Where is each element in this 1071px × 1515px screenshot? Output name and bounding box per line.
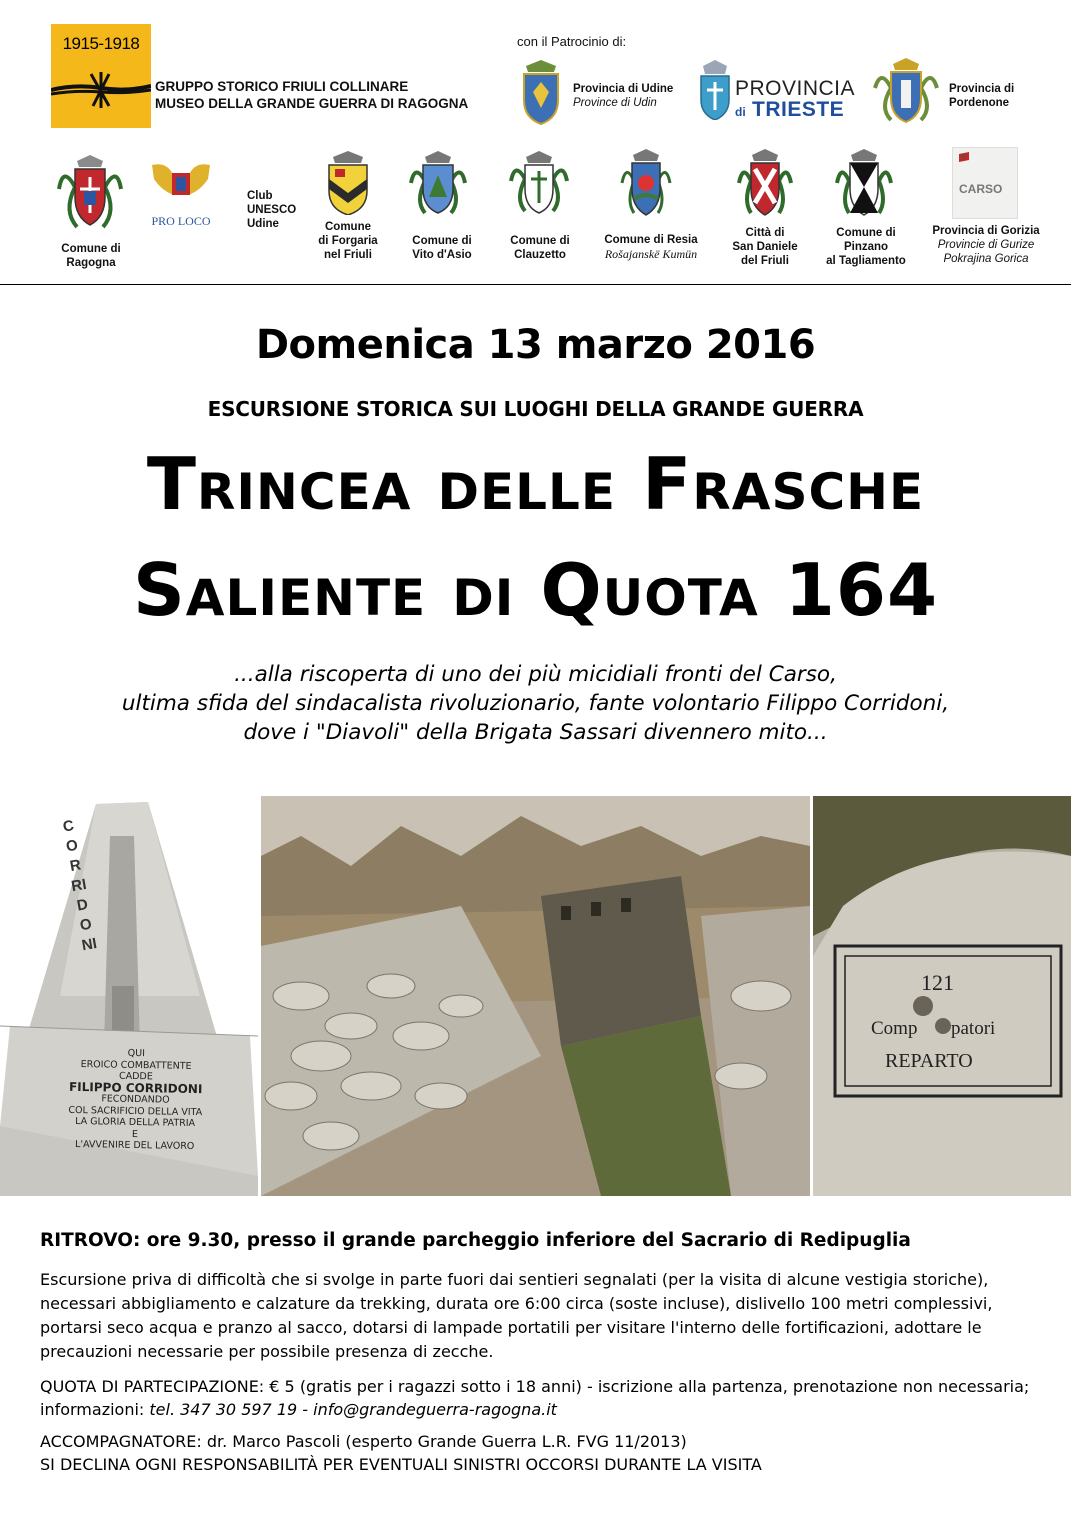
resia-crest-icon <box>620 147 672 219</box>
pinzano-label <box>818 226 914 268</box>
contact-info[interactable]: tel. 347 30 597 19 - info@grandeguerra-ragogna.it <box>149 1400 557 1419</box>
photo-trench <box>261 796 810 1196</box>
ragogna-label-line2: Ragogna <box>66 257 116 269</box>
plaque-patori: patori <box>951 1018 996 1039</box>
gorizia-label-line3: Pokrajina Gorica <box>943 253 1029 265</box>
san-daniele-crest-icon <box>735 147 795 219</box>
vito-dasio-label <box>402 234 482 262</box>
inscription-line: EROICO COMBATTENTE <box>80 1058 192 1072</box>
forgaria-crest-icon <box>323 149 373 215</box>
monument-column-text: CORRIDONI <box>61 817 99 955</box>
trieste-word-trieste: TRIESTE <box>752 98 845 121</box>
gorizia-label-line2: Provincie di Gurize <box>937 239 1035 251</box>
pordenone-label-line2: Pordenone <box>949 97 1010 109</box>
gorizia-label <box>924 224 1048 266</box>
tagline <box>0 660 1071 747</box>
trieste-word-di: di <box>735 105 746 119</box>
san-daniele-label-line3: del Friuli <box>741 255 789 267</box>
vito-dasio-label-line1: Comune di <box>412 235 472 247</box>
event-subtitle: ESCURSIONE STORICA SUI LUOGHI DELLA GRANDE GUERRA <box>207 397 864 421</box>
plaque-reparto: REPARTO <box>885 1050 973 1072</box>
clauzetto-crest-icon <box>507 149 571 215</box>
inscription-line: QUI <box>127 1047 146 1060</box>
plaque-number: 121 <box>921 970 954 995</box>
barbed-wire-icon <box>51 60 151 110</box>
resia-label <box>593 233 709 261</box>
pordenone-label-line1: Provincia di <box>949 83 1015 95</box>
ragogna-label-line1: Comune di <box>61 243 121 255</box>
header-divider <box>0 284 1071 285</box>
excursion-description: Escursione priva di difficoltà che si svolge in parte fuori dai sentieri segnalati (per la visita di alcune vestigia storiche), necessari abbigliamento e calzature da trekking, durata ore 6:00 circa (soste incluse), dislivello 100 metri complessivi, portarsi seco acqua e pranzo al sacco, dotarsi di lampade portatili per visitare l'interno delle fortificazioni, adottare le precauzioni necessarie per possibile presenza di zecche. <box>40 1270 993 1361</box>
inscription-line: CADDE <box>118 1070 153 1083</box>
organization-name <box>155 78 468 112</box>
pinzano-label-line3: al Tagliamento <box>826 255 906 267</box>
org-name-line1: GRUPPO STORICO FRIULI COLLINARE <box>155 79 409 94</box>
inscription-line: FECONDANDO <box>101 1093 170 1106</box>
tagline-line2: ultima sfida del sindacalista rivoluzionario, fante volontario Filippo Corridoni, <box>121 691 950 716</box>
meeting-point: RITROVO: ore 9.30, presso il grande parcheggio inferiore del Sacrario di Redipuglia <box>40 1230 911 1251</box>
trench-image <box>261 796 810 1196</box>
museum-logo <box>51 24 151 128</box>
plaque-comp: Comp <box>871 1018 918 1039</box>
guide-info <box>40 1430 762 1476</box>
carso-logo-text: CARSO <box>959 182 1003 196</box>
tagline-line3: dove i "Diavoli" della Brigata Sassari divennero mito... <box>243 720 828 745</box>
trieste-wordmark <box>735 78 855 123</box>
inscription-line: COL SACRIFICIO DELLA VITA <box>68 1104 203 1118</box>
inscription-line: E <box>131 1128 138 1140</box>
event-date: Domenica 13 marzo 2016 <box>255 322 816 368</box>
logo-years: 1915-1918 <box>62 34 140 53</box>
plaque-image <box>813 796 1071 1196</box>
san-daniele-label <box>725 226 805 268</box>
inscription-line: L'AVVENIRE DEL LAVORO <box>74 1138 195 1153</box>
org-name-line2: MUSEO DELLA GRANDE GUERRA DI RAGOGNA <box>155 96 469 111</box>
unesco-label-line2: UNESCO <box>247 204 297 216</box>
carso-2014-logo <box>952 147 1018 219</box>
vito-dasio-label-line2: Vito d'Asio <box>412 249 472 261</box>
liability-disclaimer: SI DECLINA OGNI RESPONSABILITÀ PER EVENTUALI SINISTRI OCCORSI DURANTE LA VISITA <box>40 1455 762 1474</box>
clauzetto-label-line2: Clauzetto <box>514 249 566 261</box>
pinzano-label-line1: Comune di <box>836 227 896 239</box>
participation-fee <box>40 1375 1040 1421</box>
pordenone-crest-icon <box>871 58 941 126</box>
main-title-line1: Trincea delle Frasche <box>146 442 925 526</box>
tagline-line1: ...alla riscoperta di uno dei più micidiali fronti del Carso, <box>234 662 837 687</box>
unesco-label-line1: Club <box>247 190 273 202</box>
forgaria-label-line2: di Forgaria <box>318 235 378 247</box>
proloco-eagle-icon <box>148 155 214 211</box>
resia-label-line2: Rošajanskë Kumün <box>604 247 698 261</box>
resia-label-line1: Comune di Resia <box>604 234 698 246</box>
ragogna-crest-icon <box>53 153 127 235</box>
udine-label-bold: Provincia di Udine <box>573 83 674 95</box>
patronage-label: con il Patrocinio di: <box>517 34 627 49</box>
san-daniele-label-line2: San Daniele <box>732 241 798 253</box>
trieste-crest-icon <box>699 60 731 120</box>
udine-crest-icon <box>516 58 566 126</box>
photo-plaque <box>813 796 1071 1196</box>
pinzano-crest-icon <box>833 147 895 219</box>
monument-inscription <box>27 1046 244 1153</box>
carso-flag-icon <box>953 148 1019 178</box>
inscription-line: FILIPPO CORRIDONI <box>68 1079 203 1096</box>
gorizia-label-line1: Provincia di Gorizia <box>932 225 1040 237</box>
pordenone-label <box>949 82 1014 110</box>
san-daniele-label-line1: Città di <box>745 227 785 239</box>
main-title-line2: Saliente di Quota 164 <box>132 548 939 632</box>
udine-label <box>573 82 673 110</box>
ragogna-label <box>47 242 135 270</box>
unesco-label <box>247 189 296 231</box>
udine-label-italic: Province di Udin <box>573 97 657 109</box>
forgaria-label-line1: Comune <box>325 221 371 233</box>
guide-name: ACCOMPAGNATORE: dr. Marco Pascoli (esperto Grande Guerra L.R. FVG 11/2013) <box>40 1432 687 1451</box>
inscription-line: LA GLORIA DELLA PATRIA <box>75 1115 196 1130</box>
vito-dasio-crest-icon <box>407 149 469 217</box>
photo-corridoni-monument <box>0 796 258 1196</box>
proloco-label: PRO LOCO <box>151 214 211 228</box>
clauzetto-label <box>500 234 580 262</box>
fee-text: QUOTA DI PARTECIPAZIONE: € 5 (gratis per i ragazzi sotto i 18 anni) - iscrizione alla partenza, prenotazione non necessaria; informazioni: <box>40 1377 1030 1419</box>
trieste-word-provincia: PROVINCIA <box>735 77 856 100</box>
forgaria-label <box>312 220 384 262</box>
pinzano-label-line2: Pinzano <box>843 241 889 253</box>
unesco-label-line3: Udine <box>247 218 279 230</box>
clauzetto-label-line1: Comune di <box>510 235 570 247</box>
forgaria-label-line3: nel Friuli <box>324 249 372 261</box>
